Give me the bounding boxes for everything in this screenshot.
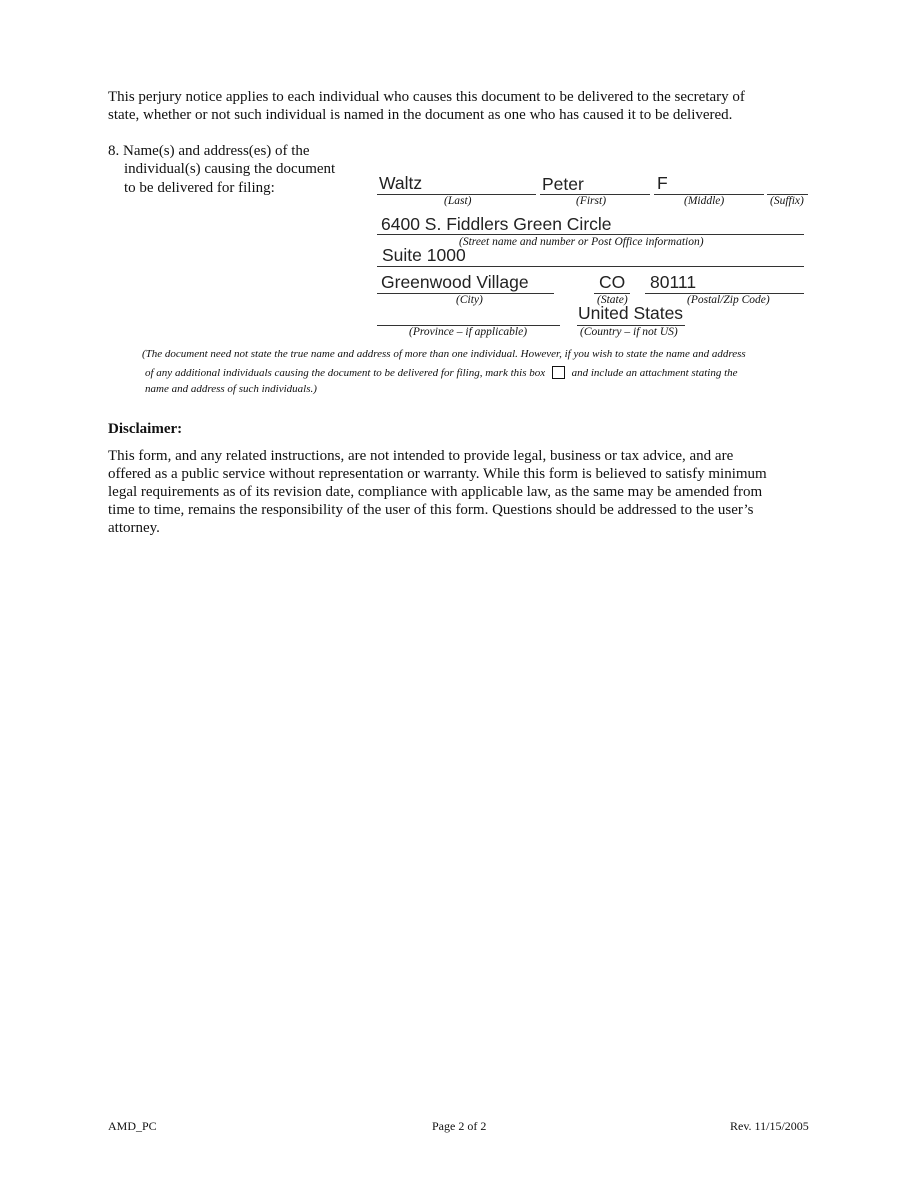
disclaimer-line: This form, and any related instructions, are not intended to provide legal, business or tax advice, and are — [108, 448, 734, 464]
last-name-caption: (Last) — [444, 195, 472, 207]
street-address-field[interactable]: 6400 S. Fiddlers Green Circle — [381, 214, 612, 234]
first-name-caption: (First) — [576, 195, 607, 207]
street-address-line-2-field[interactable]: Suite 1000 — [382, 245, 466, 265]
disclaimer-line: time to time, remains the responsibility of the user of this form. Questions should be addressed to the user’s — [108, 502, 754, 518]
section-8-label-line-1: 8. Name(s) and address(es) of the — [108, 143, 310, 159]
suffix-caption: (Suffix) — [770, 195, 804, 207]
city-caption: (City) — [456, 294, 483, 306]
city-field[interactable]: Greenwood Village — [381, 272, 529, 292]
footer-revision: Rev. 11/15/2005 — [730, 1119, 809, 1133]
note-line-2 — [145, 365, 738, 383]
note-line-2-after: and include an attachment stating the — [571, 367, 738, 379]
section-8-label-line-3: to be delivered for filing: — [124, 180, 275, 196]
middle-name-field[interactable]: F — [657, 173, 668, 193]
street-address-underline — [377, 234, 804, 235]
note-line-1: (The document need not state the true name and address of more than one individual. However, if you wish to state the name and address — [142, 348, 746, 360]
section-8-label-line-2: individual(s) causing the document — [124, 161, 336, 177]
footer-form-code: AMD_PC — [108, 1119, 157, 1133]
province-caption: (Province – if applicable) — [409, 326, 528, 338]
perjury-notice-line-1: This perjury notice applies to each individual who causes this document to be delivered to the secretary of — [108, 89, 745, 105]
last-name-field[interactable]: Waltz — [379, 173, 423, 193]
disclaimer-line: offered as a public service without representation or warranty. While this form is believed to satisfy minimum — [108, 466, 767, 482]
state-caption: (State) — [597, 294, 628, 306]
perjury-notice-line-2: state, whether or not such individual is named in the document as one who has caused it to be delivered. — [108, 107, 733, 123]
disclaimer-line: legal requirements as of its revision date, compliance with applicable law, as the same may be amended from — [108, 484, 763, 500]
zip-code-field[interactable]: 80111 — [650, 272, 697, 292]
country-caption: (Country – if not US) — [580, 326, 678, 338]
first-name-field[interactable]: Peter — [542, 174, 584, 194]
state-field[interactable]: CO — [599, 272, 626, 292]
footer-page-number: Page 2 of 2 — [432, 1119, 487, 1133]
zip-code-caption: (Postal/Zip Code) — [687, 294, 770, 306]
middle-name-caption: (Middle) — [684, 195, 725, 207]
street-address-caption: (Street name and number or Post Office information) — [459, 236, 704, 248]
note-line-3: name and address of such individuals.) — [145, 383, 317, 395]
additional-individuals-checkbox[interactable] — [552, 366, 565, 379]
disclaimer-heading: Disclaimer: — [108, 421, 183, 437]
street-address-line-2-underline — [377, 266, 804, 267]
country-field[interactable]: United States — [578, 303, 684, 323]
note-line-2-before: of any additional individuals causing the document to be delivered for filing, mark this box — [145, 367, 546, 379]
disclaimer-line: attorney. — [108, 520, 160, 536]
